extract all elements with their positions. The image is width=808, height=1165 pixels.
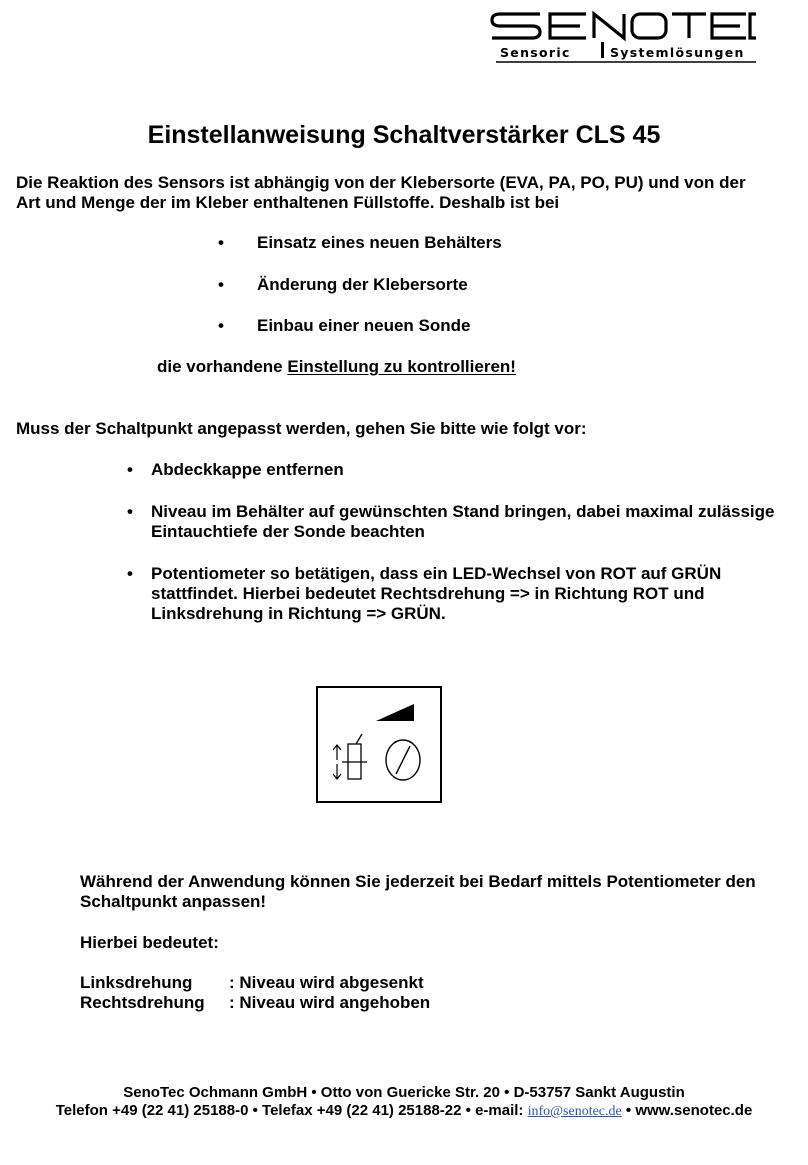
bullet-icon: • — [127, 460, 133, 479]
meaning-value: : Niveau wird abgesenkt — [229, 973, 424, 992]
procedure-intro: Muss der Schaltpunkt angepasst werden, gehen Sie bitte wie folgt vor: — [16, 419, 587, 438]
footer-address: SenoTec Ochmann GmbH • Otto von Guericke Str. 20 • D-53757 Sankt Augustin — [123, 1084, 685, 1101]
intro-line-1: Die Reaktion des Sensors ist abhängig von der Klebersorte (EVA, PA, PO, PU) und von der — [16, 173, 746, 192]
footer-contact — [0, 1101, 808, 1122]
procedure-step-line: stattfindet. Hierbei bedeutet Rechtsdrehung => in Richtung ROT und — [151, 584, 705, 603]
bullet-icon: • — [127, 564, 133, 583]
page-title: Einstellanweisung Schaltverstärker CLS 45 — [147, 121, 661, 149]
meaning-heading: Hierbei bedeutet: — [80, 933, 219, 952]
up-arrow-icon — [333, 745, 341, 760]
procedure-step-line: Abdeckkappe entfernen — [151, 460, 344, 479]
footer-contact-prefix: Telefon +49 (22 41) 25188-0 • Telefax +49 (22 41) 25188-22 • e-mail: — [55, 1102, 528, 1119]
potentiometer-diagram — [316, 686, 442, 803]
check-bullet-text: Einsatz eines neuen Behälters — [257, 233, 502, 252]
meaning-term: Rechtsdrehung — [80, 993, 205, 1012]
footer-contact-suffix: • www.senotec.de — [621, 1102, 753, 1119]
company-logo — [488, 4, 768, 64]
check-conclusion-prefix: die vorhandene — [157, 357, 288, 376]
meaning-term: Linksdrehung — [80, 973, 193, 992]
check-conclusion-emphasis: Einstellung zu kontrollieren! — [287, 357, 516, 376]
meaning-value: : Niveau wird angehoben — [229, 993, 431, 1012]
bullet-icon: • — [218, 316, 224, 335]
procedure-step-line: Niveau im Behälter auf gewünschten Stand bringen, dabei maximal zulässige — [151, 502, 775, 521]
procedure-step-line: Linksdrehung in Richtung => GRÜN. — [151, 604, 446, 623]
ramp-icon — [376, 704, 414, 721]
check-conclusion — [157, 356, 516, 377]
check-bullet-text: Änderung der Klebersorte — [257, 275, 468, 294]
procedure-step-line: Potentiometer so betätigen, dass ein LED-Wechsel von ROT auf GRÜN — [151, 564, 722, 583]
procedure-step-line: Eintauchtiefe der Sonde beachten — [151, 522, 425, 541]
sensor-symbol-graphic — [318, 688, 440, 801]
logo-tagline-left: Sensoric — [500, 45, 571, 60]
during-use-line-1: Während der Anwendung können Sie jederzeit bei Bedarf mittels Potentiometer den — [80, 872, 756, 891]
bullet-icon: • — [218, 275, 224, 294]
email-link[interactable]: info@senotec.de — [527, 1104, 622, 1119]
down-arrow-icon — [333, 764, 341, 779]
intro-line-2: Art und Menge der im Kleber enthaltenen Füllstoffe. Deshalb ist bei — [16, 193, 560, 212]
during-use-line-2: Schaltpunkt anpassen! — [80, 892, 267, 911]
check-bullet-text: Einbau einer neuen Sonde — [257, 316, 471, 335]
bullet-icon: • — [218, 233, 224, 252]
logo-tagline-right: Systemlösungen — [610, 45, 745, 60]
bullet-icon: • — [127, 502, 133, 521]
